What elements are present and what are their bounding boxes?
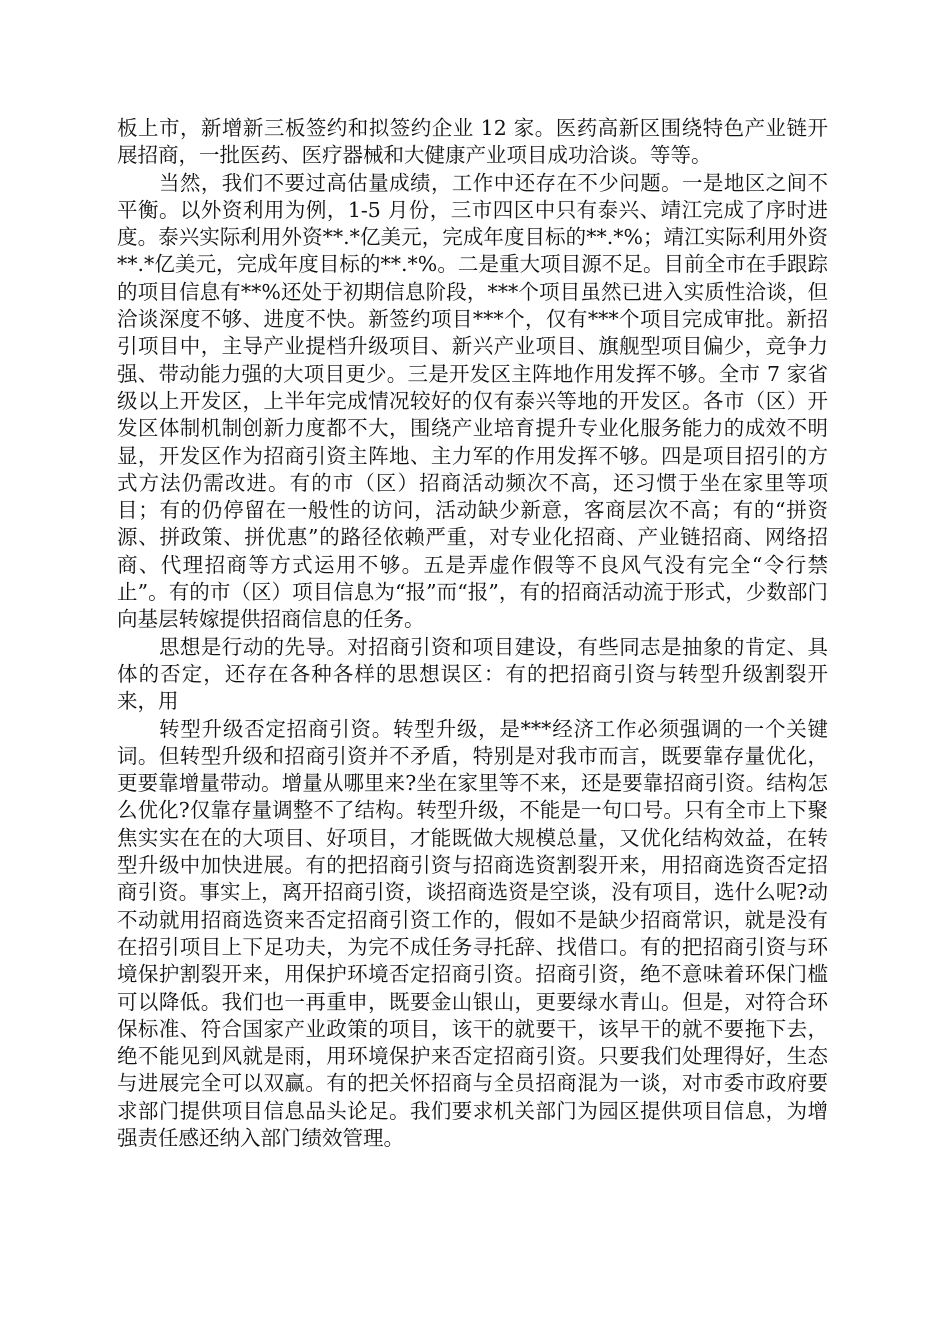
paragraph-problems: 当然，我们不要过高估量成绩，工作中还存在不少问题。一是地区之间不平衡。以外资利用为例，1-5 月份，三市四区中只有泰兴、靖江完成了序时进度。泰兴实际利用外资**.*亿美元，完成年度目标的**.*%；靖江实际利用外资**.*亿美元，完成年度目标的**.*%。二是重大项目源不足。目前全市在手跟踪的项目信息有**%还处于初期信息阶段，***个项目虽然已进入实质性洽谈，但洽谈深度不够、进度不快。新签约项目***个，仅有***个项目完成审批。新招引项目中，主导产业提档升级项目、新兴产业项目、旗舰型项目偏少，竞争力强、带动能力强的大项目更少。三是开发区主阵地作用发挥不够。全市 7 家省级以上开发区，上半年完成情况较好的仅有泰兴等地的开发区。各市（区）开发区体制机制创新力度都不大，围绕产业培育提升专业化服务能力的成效不明显，开发区作为招商引资主阵地、主力军的作用发挥不够。四是项目招引的方式方法仍需改进。有的市（区）招商活动频次不高，还习惯于坐在家里等项目；有的仍停留在一般性的访问，活动缺少新意，客商层次不高；有的“拼资源、拼政策、拼优惠”的路径依赖严重，对专业化招商、产业链招商、网络招商、代理招商等方式运用不够。五是弄虚作假等不良风气没有完全“令行禁止”。有的市（区）项目信息为“报”而“报”，有的招商活动流于形式，少数部门向基层转嫁提供招商信息的任务。 (117, 170, 828, 632)
document-body (117, 115, 828, 1152)
paragraph-thinking: 思想是行动的先导。对招商引资和项目建设，有些同志是抽象的肯定、具体的否定，还存在各种各样的思想误区：有的把招商引资与转型升级割裂开来，用 (117, 634, 828, 714)
paragraph-transformation: 转型升级否定招商引资。转型升级，是***经济工作必须强调的一个关键词。但转型升级和招商引资并不矛盾，特别是对我市而言，既要靠存量优化，更要靠增量带动。增量从哪里来?坐在家里等不来，还是要靠招商引资。结构怎么优化?仅靠存量调整不了结构。转型升级，不能是一句口号。只有全市上下聚焦实实在在的大项目、好项目，才能既做大规模总量，又优化结构效益，在转型升级中加快进展。有的把招商引资与招商选资割裂开来，用招商选资否定招商引资。事实上，离开招商引资，谈招商选资是空谈，没有项目，选什么呢?动不动就用招商选资来否定招商引资工作的，假如不是缺少招商常识，就是没有在招引项目上下足功夫，为完不成任务寻托辞、找借口。有的把招商引资与环境保护割裂开来，用保护环境否定招商引资。招商引资，绝不意味着环保门槛可以降低。我们也一再重申，既要金山银山，更要绿水青山。但是，对符合环保标准、符合国家产业政策的项目，该干的就要干，该早干的就不要拖下去，绝不能见到风就是雨，用环境保护来否定招商引资。只要我们处理得好，生态与进展完全可以双赢。有的把关怀招商与全员招商混为一谈，对市委市政府要求部门提供项目信息品头论足。我们要求机关部门为园区提供项目信息，为增强责任感还纳入部门绩效管理。 (117, 716, 828, 1150)
paragraph-continuation: 板上市，新增新三板签约和拟签约企业 12 家。医药高新区围绕特色产业链开展招商，一批医药、医疗器械和大健康产业项目成功洽谈。等等。 (117, 116, 828, 168)
